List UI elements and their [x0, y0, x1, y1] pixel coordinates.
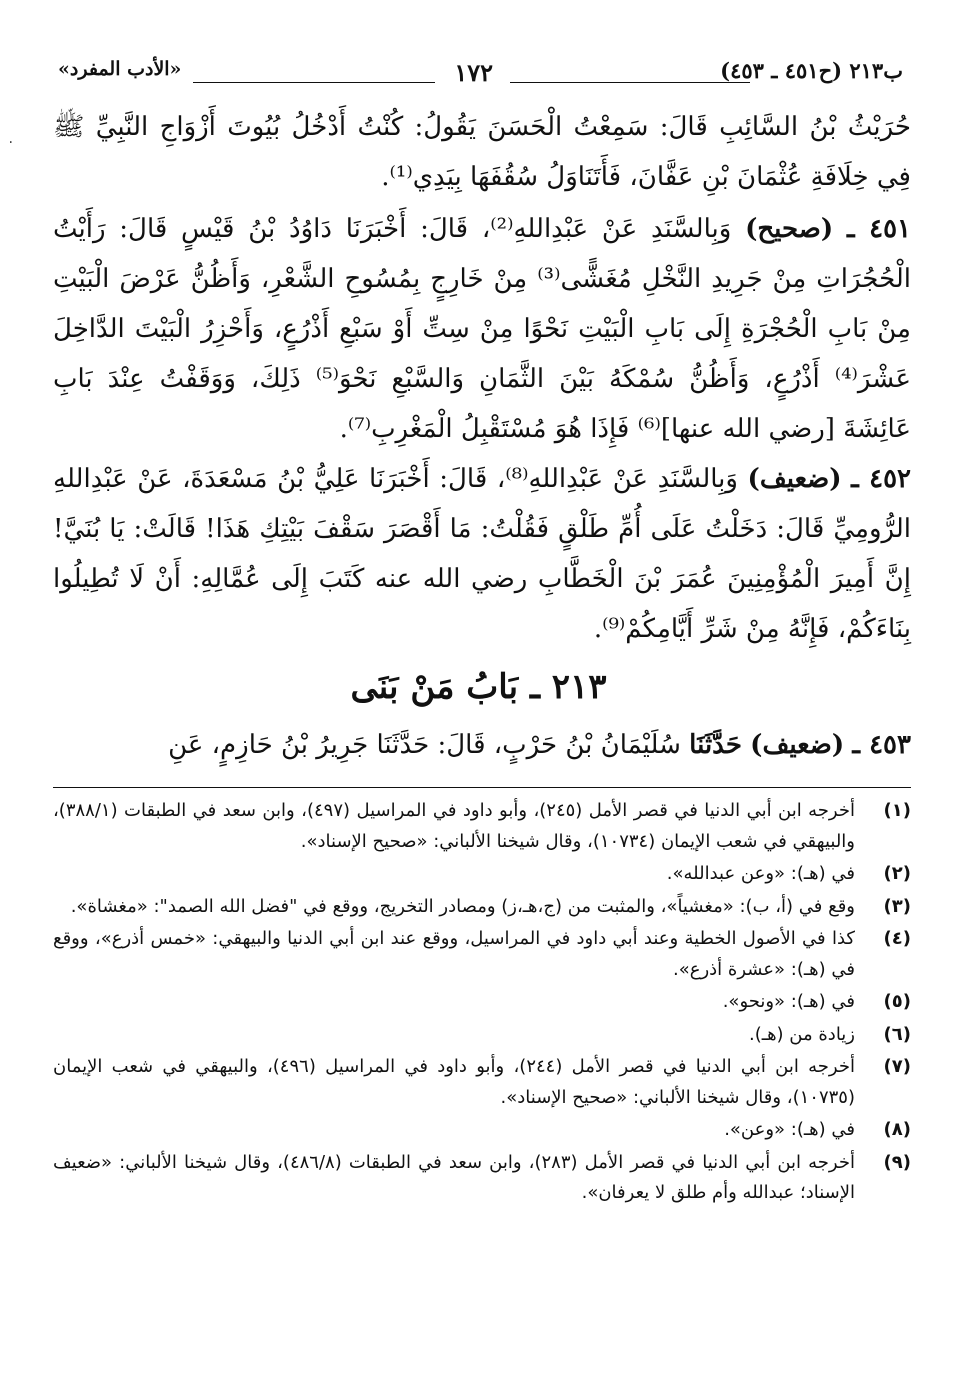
footnote-text: في (هـ): «وعن عبدالله».	[666, 863, 855, 884]
footnote-text: كذا في الأصول الخطية وعند أبي داود في المراسيل، ووقع عند ابن أبي الدنيا والبيهقي: «خمس أذرع»، ووقع في (هـ): «عشرة أذرع».	[53, 928, 855, 980]
page-number: ١٧٢	[454, 58, 493, 87]
continuation-text: حُرَيْثُ بْنُ السَّائِبِ قَالَ: سَمِعْتُ الْحَسَنَ يَقُولُ: كُنْتُ أَدْخُلُ بُيُوتَ أَزْوَاجِ النَّبِيِّ ﷺ فِي خِلَافَةِ عُثْمَانَ بْنِ عَفَّانَ، فَأَتَنَاوَلُ سُقُفَهَا بِيَدِي⁽¹⁾.	[53, 112, 911, 192]
footnote-number: (٢)	[883, 863, 911, 884]
footnotes	[53, 796, 911, 1211]
hadith-text: سُلَيْمَانُ بْنُ حَرْبٍ، قَالَ: حَدَّثَنَا جَرِيرُ بْنُ حَازِمٍ، عَنِ	[168, 730, 681, 760]
footnote-text: وقع في (أ، ب): «مغشياً»، والمثبت من (ج،هـ،ز) ومصادر التخريج، ووقع في "فضل الله الصمد": «مغشاة».	[70, 895, 855, 917]
hadith-451	[53, 204, 911, 454]
hadith-text: وَبِالسَّنَدِ عَنْ عَبْدِاللهِ⁽²⁾، قَالَ: أَخْبَرَنَا دَاوُدُ بْنُ قَيْسٍ قَالَ: رَأَيْتُ الْحُجُرَاتِ مِنْ جَرِيدِ النَّخْلِ مُغَشًّى⁽³⁾ مِنْ خَارِجٍ بِمُسُوحِ الشَّعْرِ، وَأَظُنُّ عَرْضَ الْبَيْتِ مِنْ بَابِ الْحُجْرَةِ إِلَى بَابِ الْبَيْتِ نَحْوًا مِنْ سِتِّ أَوْ سَبْعِ أَذْرُعٍ، وَأَحْزِرُ الْبَيْتَ الدَّاخِلَ عَشْرَ⁽⁴⁾ أَذْرُعٍ، وَأَظُنُّ سُمْكَهُ بَيْنَ الثَّمَانِ وَالسَّبْعِ نَحْوَ⁽⁵⁾ ذَلِكَ، وَوَقَفْتُ عِنْدَ بَابِ عَائِشَةَ [رضي الله عنها]⁽⁶⁾ فَإِذَا هُوَ مُسْتَقْبِلُ الْمَغْرِبِ⁽⁷⁾.	[53, 214, 911, 444]
footnote	[53, 1148, 911, 1209]
footnote-number: (٤)	[883, 928, 911, 949]
hadith-grade: (صحيح)	[745, 214, 834, 244]
footnote-number: (٥)	[883, 991, 911, 1012]
hadith-text: وَبِالسَّنَدِ عَنْ عَبْدِاللهِ⁽⁸⁾، قَالَ: أَخْبَرَنَا عَلِيُّ بْنُ مَسْعَدَةَ، عَنْ عَبْدِاللهِ الرُّومِيِّ قَالَ: دَخَلْتُ عَلَى أُمِّ طَلْقٍ فَقُلْتُ: مَا أَقْصَرَ سَقْفَ بَيْتِكِ هَذَا! قَالَتْ: يَا بُنَيَّ! إِنَّ أَمِيرَ الْمُؤْمِنِينَ عُمَرَ بْنَ الْخَطَّابِ رضي الله عنه كَتَبَ إِلَى عُمَّالِهِ: أَنْ لَا تُطِيلُوا بِنَاءَكُمْ، فَإِنَّهُ مِنْ شَرِّ أَيَّامِكُمْ⁽⁹⁾.	[53, 464, 911, 644]
hadith-number: ٤٥١ ـ	[846, 214, 912, 244]
footnote	[53, 1115, 911, 1146]
hadith-number: ٤٥٢ ـ	[851, 464, 912, 494]
footnote	[53, 987, 911, 1018]
footnote	[53, 892, 911, 923]
header-rule	[510, 82, 750, 83]
footnote-number: (٨)	[883, 1119, 911, 1140]
chapter-title: ٢١٣ ـ بَابُ مَنْ بَنَى	[350, 667, 607, 707]
footnote-number: (٧)	[883, 1056, 911, 1077]
footnote-number: (١)	[883, 800, 911, 821]
margin-mark: ٠	[7, 134, 15, 150]
hadith-grade: (ضعيف)	[750, 730, 845, 760]
footnote-text: في (هـ): «ونحو».	[722, 991, 855, 1012]
footnote-number: (٣)	[883, 895, 911, 917]
footnote-text: أخرجه ابن أبي الدنيا في قصر الأمل (٢٤٥)، وأبو داود في المراسيل (٤٩٧)، وابن سعد في الطبقات (٣٨٨/١)، والبيهقي في شعب الإيمان (١٠٧٣٤)، وقال شيخنا الألباني: «صحيح الإسناد».	[53, 800, 855, 852]
footnote	[53, 1020, 911, 1051]
footnote	[53, 796, 911, 857]
continuation-paragraph	[53, 102, 911, 202]
footnote-text: في (هـ): «وعن».	[724, 1119, 855, 1140]
running-header	[58, 58, 903, 92]
header-rule	[193, 82, 435, 83]
hadith-453	[53, 720, 911, 770]
footnote	[53, 1052, 911, 1113]
footnote-text: زيادة من (هـ).	[749, 1023, 855, 1045]
footnote	[53, 924, 911, 985]
footnote-separator	[53, 787, 911, 788]
hadith-lead-word: حَدَّثَنَا	[689, 730, 742, 760]
footnote-number: (٩)	[883, 1151, 911, 1173]
footnote-text: أخرجه ابن أبي الدنيا في قصر الأمل (٢٨٣)، وابن سعد في الطبقات (٤٨٦/٨)، وقال شيخنا الألباني: «ضعيف الإسناد؛ عبدالله وأم طلق لا يعرفان».	[53, 1151, 855, 1203]
section-reference: ب٢١٣ (ح٤٥١ ـ ٤٥٣)	[720, 58, 903, 83]
hadith-number: ٤٥٣ ـ	[852, 730, 911, 760]
book-title: «الأدب المفرد»	[58, 58, 182, 80]
hadith-grade: (ضعيف)	[747, 464, 842, 494]
footnote	[53, 859, 911, 890]
footnote-number: (٦)	[883, 1023, 911, 1045]
footnote-text: أخرجه ابن أبي الدنيا في قصر الأمل (٢٤٤)، وأبو داود في المراسيل (٤٩٦)، والبيهقي في شعب الإيمان (١٠٧٣٥)، وقال شيخنا الألباني: «صحيح الإسناد».	[53, 1056, 855, 1108]
hadith-452	[53, 454, 911, 654]
